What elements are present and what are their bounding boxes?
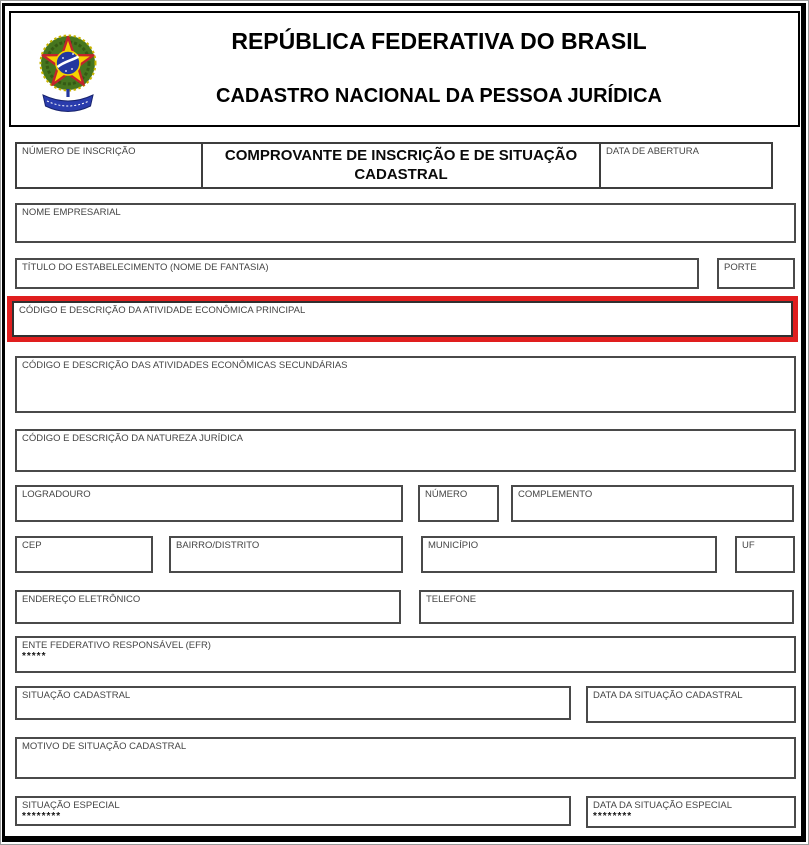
field-label: CÓDIGO E DESCRIÇÃO DA NATUREZA JURÍDICA xyxy=(22,433,243,444)
field-value xyxy=(423,551,715,552)
field-situacao-especial xyxy=(15,796,571,826)
field-value xyxy=(17,701,569,702)
field-value xyxy=(17,444,794,445)
field-label: CÓDIGO E DESCRIÇÃO DAS ATIVIDADES ECONÔMICAS SECUNDÁRIAS xyxy=(22,360,348,371)
field-value xyxy=(171,551,401,552)
field-complemento xyxy=(511,485,794,522)
field-value xyxy=(719,273,793,274)
field-cep xyxy=(15,536,153,573)
document-title-cell xyxy=(203,144,601,187)
field-label: BAIRRO/DISTRITO xyxy=(176,540,260,551)
field-natureza-juridica xyxy=(15,429,796,472)
field-value xyxy=(17,218,794,219)
field-uf xyxy=(735,536,795,573)
field-value xyxy=(420,500,497,501)
field-titulo-estabelecimento xyxy=(15,258,699,289)
field-value xyxy=(17,371,794,372)
field-value xyxy=(737,551,793,552)
field-situacao-cadastral xyxy=(15,686,571,720)
field-nome-empresarial xyxy=(15,203,796,243)
field-label: SITUAÇÃO CADASTRAL xyxy=(22,690,131,701)
field-value: ******** xyxy=(593,811,633,822)
field-data-situacao-especial xyxy=(586,796,796,828)
field-atividades-secundarias xyxy=(15,356,796,413)
field-label: UF xyxy=(742,540,755,551)
highlight-annotation-box xyxy=(7,296,798,342)
field-data-abertura xyxy=(601,144,771,187)
field-label: CEP xyxy=(22,540,42,551)
field-value xyxy=(601,157,771,158)
field-value xyxy=(421,605,792,606)
field-efr xyxy=(15,636,796,673)
field-label: NÚMERO xyxy=(425,489,468,500)
cnpj-subtitle: CADASTRO NACIONAL DA PESSOA JURÍDICA xyxy=(216,85,662,107)
field-value: ***** xyxy=(22,651,47,662)
field-value xyxy=(17,551,151,552)
field-label: PORTE xyxy=(724,262,757,273)
field-data-situacao-cadastral xyxy=(586,686,796,723)
field-label: LOGRADOURO xyxy=(22,489,91,500)
field-label: TÍTULO DO ESTABELECIMENTO (NOME DE FANTASIA) xyxy=(22,262,269,273)
document-title: COMPROVANTE DE INSCRIÇÃO E DE SITUAÇÃO CADASTRAL xyxy=(224,147,578,183)
field-porte xyxy=(717,258,795,289)
field-label: ENDEREÇO ELETRÔNICO xyxy=(22,594,141,605)
field-value xyxy=(17,752,794,753)
field-endereco-eletronico xyxy=(15,590,401,624)
field-label: NÚMERO DE INSCRIÇÃO xyxy=(22,146,136,157)
field-label: MUNICÍPIO xyxy=(428,540,479,551)
field-numero-inscricao xyxy=(17,144,203,187)
field-label: MOTIVO DE SITUAÇÃO CADASTRAL xyxy=(22,741,187,752)
field-value: ******** xyxy=(22,811,62,822)
field-label: DATA DA SITUAÇÃO ESPECIAL xyxy=(593,800,733,811)
field-logradouro xyxy=(15,485,403,522)
field-value xyxy=(17,500,401,501)
field-label: DATA DE ABERTURA xyxy=(606,146,699,157)
field-atividade-principal xyxy=(12,301,793,337)
field-municipio xyxy=(421,536,717,573)
field-value xyxy=(17,157,201,158)
field-motivo-situacao-cadastral xyxy=(15,737,796,779)
field-value xyxy=(513,500,792,501)
field-value xyxy=(17,273,697,274)
field-telefone xyxy=(419,590,794,624)
field-value xyxy=(17,605,399,606)
field-label: COMPLEMENTO xyxy=(518,489,593,500)
field-label: CÓDIGO E DESCRIÇÃO DA ATIVIDADE ECONÔMICA PRINCIPAL xyxy=(19,305,306,316)
field-numero xyxy=(418,485,499,522)
field-label: NOME EMPRESARIAL xyxy=(22,207,121,218)
field-label: TELEFONE xyxy=(426,594,477,605)
inscription-row xyxy=(15,142,773,189)
field-value xyxy=(14,316,791,317)
republic-title: REPÚBLICA FEDERATIVA DO BRASIL xyxy=(231,28,647,54)
field-label: DATA DA SITUAÇÃO CADASTRAL xyxy=(593,690,743,701)
field-bairro-distrito xyxy=(169,536,403,573)
field-value xyxy=(588,701,794,702)
field-label: ENTE FEDERATIVO RESPONSÁVEL (EFR) xyxy=(22,640,211,651)
field-label: SITUAÇÃO ESPECIAL xyxy=(22,800,120,811)
